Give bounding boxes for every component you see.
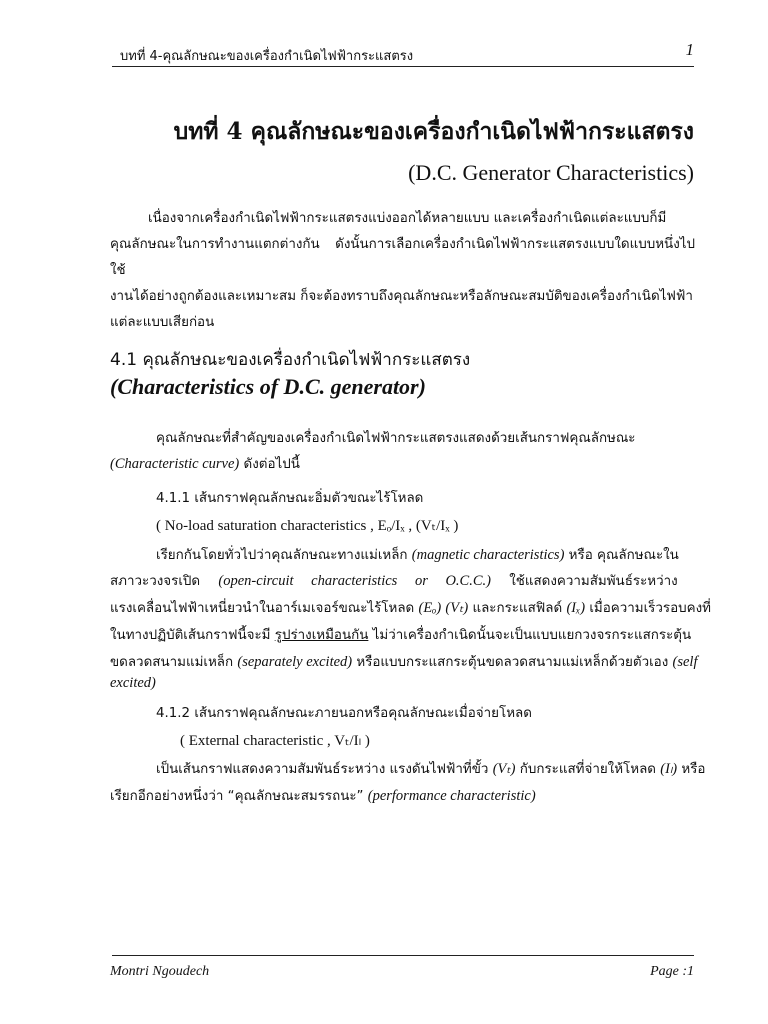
italic-term: (Characteristic curve) [110, 456, 240, 472]
text-run: ใช้แสดงความสัมพันธ์ระหว่าง [490, 574, 678, 589]
italic-term: (Eₒ) [418, 600, 442, 616]
subsection-formula: ( External characteristic , Vₜ/Iₗ ) [180, 733, 370, 749]
text-run: กับกระแสที่จ่ายให้โหลด [515, 762, 661, 777]
italic-term: (magnetic characteristics) [411, 547, 565, 563]
paragraph-line [156, 758, 705, 779]
section-heading-thai: 4.1 คุณลักษณะของเครื่องกำเนิดไฟฟ้ากระแสตรง [110, 350, 471, 370]
italic-term: (self [672, 654, 698, 670]
italic-term: (open-circuit characteristics or O.C.C.) [218, 573, 491, 589]
section-heading-english: (Characteristics of D.C. generator) [110, 374, 426, 399]
italic-term: (Vₜ) [445, 600, 469, 616]
section-intro-line [110, 453, 300, 474]
text-run: เรียกอีกอย่างหนึ่งว่า “คุณลักษณะสมรรถนะ” [110, 789, 368, 804]
text-run: เมื่อความเร็วรอบคงที่ [585, 601, 711, 616]
chapter-title-thai: บทที่ 4 คุณลักษณะของเครื่องกำเนิดไฟฟ้ากระแสตรง [173, 118, 694, 145]
footer-author: Montri Ngoudech [110, 964, 210, 979]
text-run: ดังต่อไปนี้ [239, 457, 300, 472]
section-intro-line: คุณลักษณะที่สำคัญของเครื่องกำเนิดไฟฟ้ากระแสตรงแสดงด้วยเส้นกราฟคุณลักษณะ [156, 431, 636, 446]
text-run: และกระแสฟิลด์ [468, 601, 567, 616]
intro-line: เนื่องจากเครื่องกำเนิดไฟฟ้ากระแสตรงแบ่งออกได้หลายแบบ และเครื่องกำเนิดแต่ละแบบก็มี [148, 211, 667, 226]
text-run: เป็นเส้นกราฟแสดงความสัมพันธ์ระหว่าง แรงดันไฟฟ้าที่ขั้ว [156, 762, 493, 777]
text-run: สภาวะวงจรเปิด [110, 574, 219, 589]
paragraph-line [110, 675, 156, 692]
italic-term: (Iₓ) [566, 600, 586, 616]
subsection-heading: 4.1.1 เส้นกราฟคุณลักษณะอิ่มตัวขณะไร้โหลด [156, 491, 424, 506]
italic-term: excited) [110, 675, 156, 691]
intro-line: งานได้อย่างถูกต้องและเหมาะสม ก็จะต้องทราบถึงคุณลักษณะหรือลักษณะสมบัติของเครื่องกำเนิดไฟฟ้า [110, 289, 693, 304]
italic-term: (performance characteristic) [367, 788, 536, 804]
intro-line: คุณลักษณะในการทำงานแตกต่างกัน ดังนั้นการเลือกเครื่องกำเนิดไฟฟ้ากระแสตรงแบบใดแบบหนึ่งไปใช้ [110, 237, 695, 278]
paragraph-line [110, 624, 691, 645]
footer-rule [112, 955, 694, 956]
text-run: ในทางปฏิบัติเส้นกราฟนี้จะมี [110, 628, 275, 643]
text-run: แรงเคลื่อนไฟฟ้าเหนี่ยวนำในอาร์เมเจอร์ขณะไร้โหลด [110, 601, 419, 616]
header-page-number: 1 [685, 40, 694, 59]
running-header: บทที่ 4-คุณลักษณะของเครื่องกำเนิดไฟฟ้ากระแสตรง [120, 49, 414, 64]
text-run: ไม่ว่าเครื่องกำเนิดนั้นจะเป็นแบบแยกวงจรกระแสกระตุ้น [368, 628, 692, 643]
intro-line: แต่ละแบบเสียก่อน [110, 315, 215, 330]
intro-paragraph [110, 206, 695, 336]
text-run: หรือ [677, 762, 706, 777]
text-run: ขดลวดสนามแม่เหล็ก [110, 655, 238, 670]
text-run: หรือแบบกระแสกระตุ้นขดลวดสนามแม่เหล็กด้วยตัวเอง [352, 655, 673, 670]
subsection-heading: 4.1.2 เส้นกราฟคุณลักษณะภายนอกหรือคุณลักษณะเมื่อจ่ายโหลด [156, 706, 532, 721]
text-run: หรือ คุณลักษณะใน [564, 548, 679, 563]
italic-term: (Iₗ) [660, 761, 678, 777]
paragraph-line [156, 544, 679, 565]
footer-page: Page :1 [650, 964, 694, 979]
subsection-formula: ( No-load saturation characteristics , Eₒ/Iₓ , (Vₜ/Iₓ ) [156, 518, 459, 534]
italic-term: (Vₜ) [492, 761, 516, 777]
paragraph-line [110, 651, 697, 672]
paragraph-line [110, 597, 711, 618]
italic-term: (separately excited) [237, 654, 353, 670]
header-rule [112, 66, 694, 67]
text-run: เรียกกันโดยทั่วไปว่าคุณลักษณะทางแม่เหล็ก [156, 548, 412, 563]
underlined-text: รูปร่างเหมือนกัน [274, 628, 369, 643]
paragraph-line [110, 785, 536, 806]
chapter-title-english: (D.C. Generator Characteristics) [408, 160, 694, 185]
paragraph-line [110, 570, 678, 591]
